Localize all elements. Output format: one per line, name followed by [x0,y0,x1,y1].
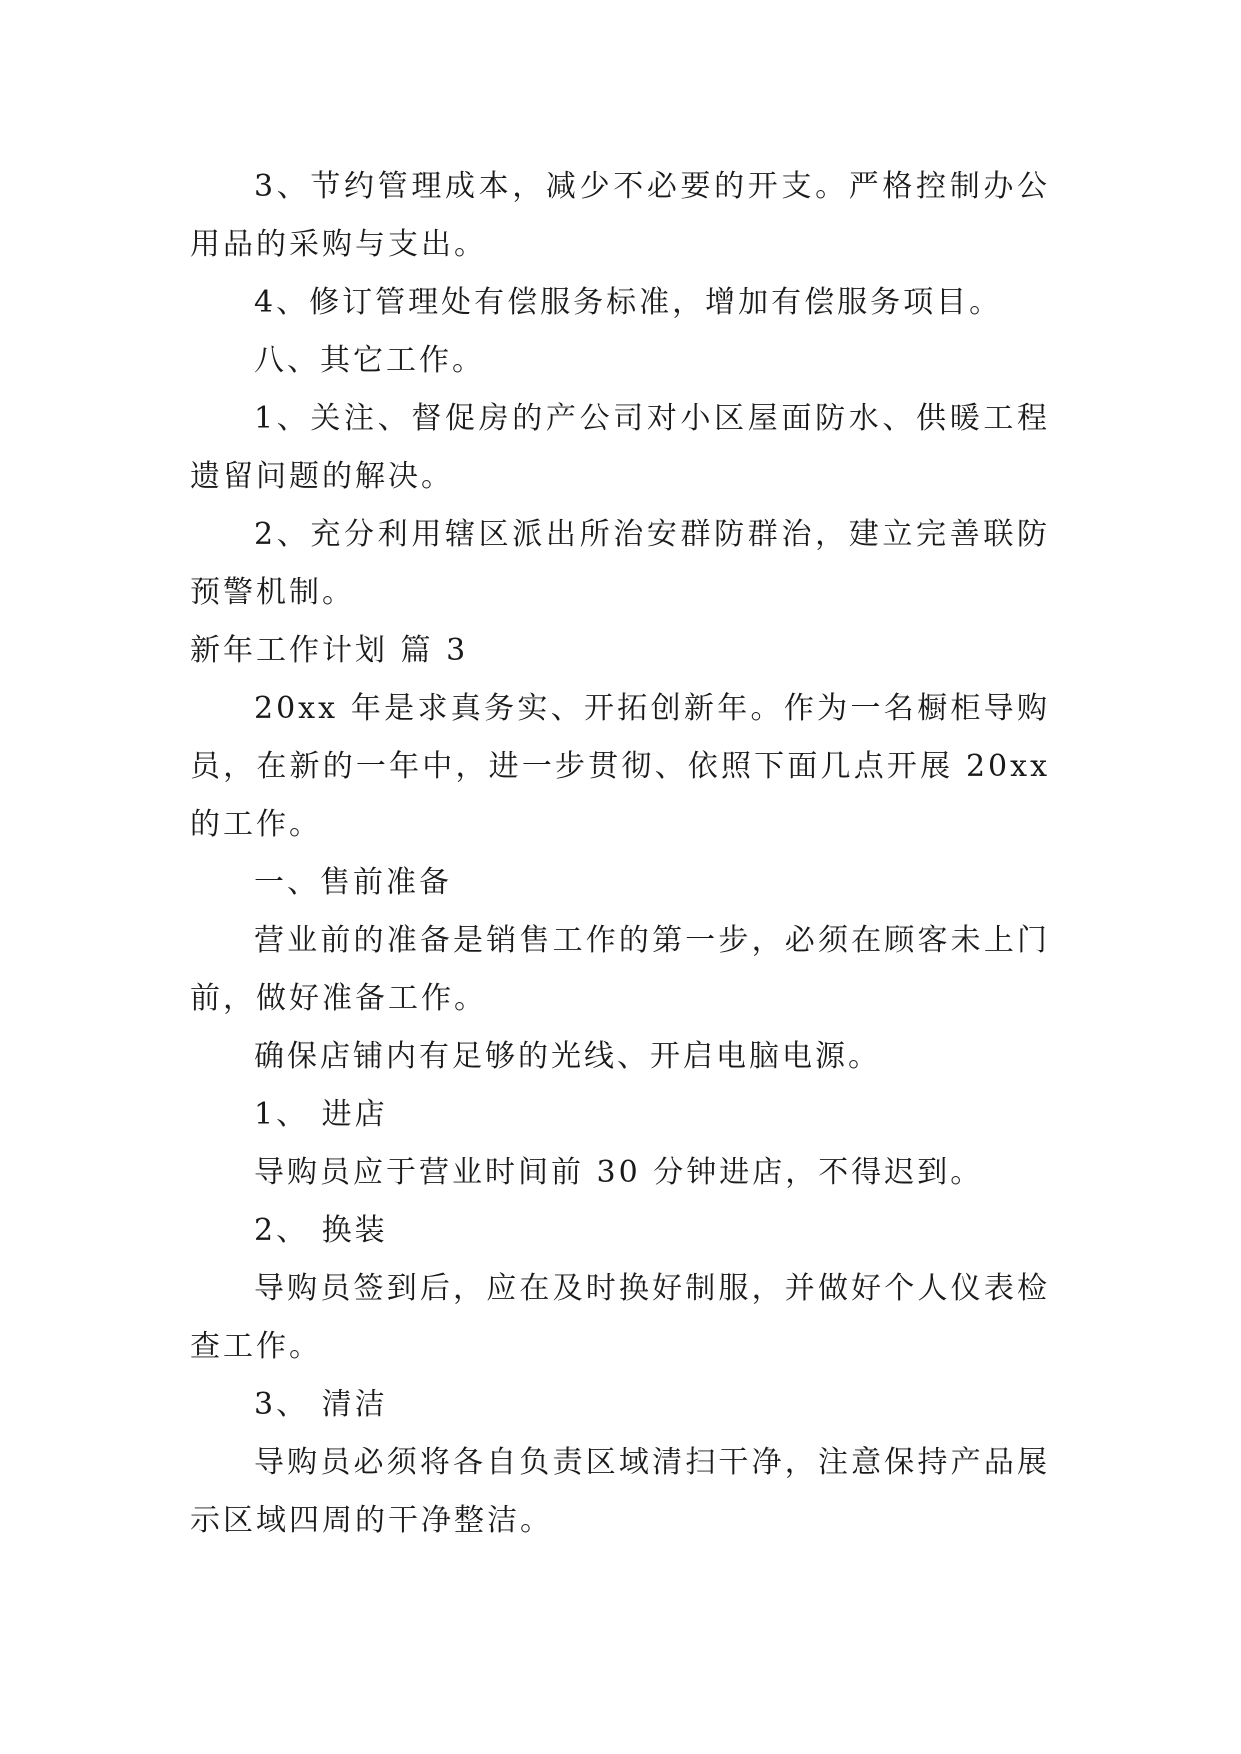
paragraph-cleaning: 导购员必须将各自负责区域清扫干净，注意保持产品展示区域四周的干净整洁。 [190,1445,1050,1538]
paragraph-1-developer-issues: 1、关注、督促房的产公司对小区屋面防水、供暖工程遗留问题的解决。 [190,401,1050,494]
paragraph-change-uniform: 导购员签到后，应在及时换好制服，并做好个人仪表检查工作。 [190,1271,1050,1364]
paragraph-lighting: 确保店铺内有足够的光线、开启电脑电源。 [254,1039,881,1074]
item-heading-cleaning: 3、 清洁 [254,1387,388,1422]
section-heading-pre-sale: 一、售前准备 [254,865,452,900]
document-body [190,158,1050,1550]
paragraph-enter-store: 导购员应于营业时间前 30 分钟进店，不得迟到。 [254,1155,984,1190]
paragraph-4-paid-service: 4、修订管理处有偿服务标准，增加有偿服务项目。 [254,285,1003,320]
section-heading-other-work: 八、其它工作。 [254,343,485,378]
paragraph-2-security-mechanism: 2、充分利用辖区派出所治安群防群治，建立完善联防预警机制。 [190,517,1050,610]
paragraph-3-cost-control: 3、节约管理成本，减少不必要的开支。严格控制办公用品的采购与支出。 [190,169,1050,262]
item-heading-enter-store: 1、 进店 [254,1097,388,1132]
paragraph-intro-year: 20xx 年是求真务实、开拓创新年。作为一名橱柜导购员，在新的一年中，进一步贯彻、依照下面几点开展 20xx 的工作。 [190,691,1050,842]
paragraph-pre-sale-prep: 营业前的准备是销售工作的第一步，必须在顾客未上门前，做好准备工作。 [190,923,1050,1016]
item-heading-change-uniform: 2、 换装 [254,1213,388,1248]
section-title-plan-3: 新年工作计划 篇 3 [190,633,469,668]
